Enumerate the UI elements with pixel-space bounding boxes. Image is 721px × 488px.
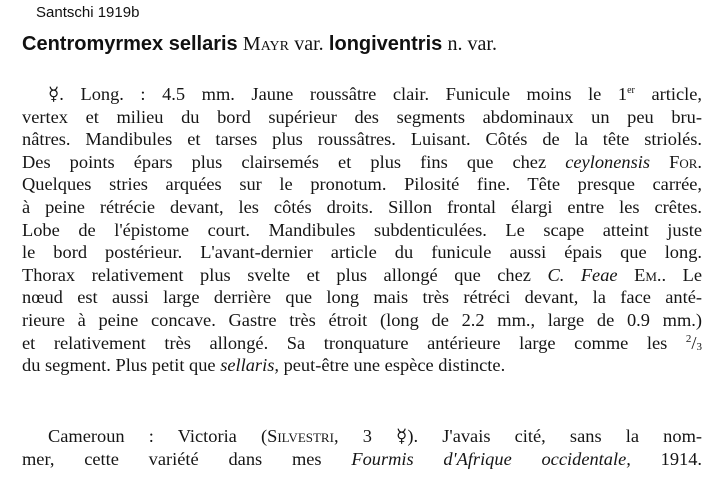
line-text: et relativement très allongé. Sa tronquature antérieure large comme les [22, 332, 686, 353]
description-line [22, 354, 702, 377]
species-reference: C. Feae [547, 264, 618, 285]
line-text [650, 152, 669, 172]
line-text: Cameroun : Victoria ( [48, 426, 268, 446]
fraction-denominator: 3 [696, 340, 702, 353]
taxon-variety-name: longiventris [328, 33, 443, 55]
taxon-title [22, 30, 497, 57]
line-text: du segment. Plus petit que [22, 355, 221, 376]
line-text: Des points épars plus clairsemés et plus fins que chez [22, 151, 566, 172]
description-line: vertex et milieu du bord supérieur des segments abdominaux un peu bru- [22, 106, 702, 127]
description-line: Quelques stries arquées sur le pronotum. Pilosité fine. Tête presque carrée, [22, 174, 702, 195]
worker-symbol: ☿ [396, 426, 408, 446]
source-label: Santschi 1919b [36, 4, 140, 21]
description-line [22, 264, 702, 287]
description-paragraph [22, 83, 702, 377]
taxon-author: Mayr [242, 33, 289, 55]
description-line: le bord postérieur. L'avant-dernier article du funicule aussi épais que long. [22, 242, 702, 263]
taxon-status: n. var. [447, 33, 497, 55]
taxon-rank-label: var. [294, 33, 324, 55]
line-text: . Long. : 4.5 mm. Jaune roussâtre clair. Funicule moins le 1 [59, 84, 628, 104]
taxon-species-name: Centromyrmex sellaris [22, 33, 238, 55]
fraction-slash: / [691, 332, 697, 353]
line-text: ). J'avais cité, sans la nom- [407, 426, 702, 446]
locality-line [22, 425, 702, 448]
description-line: rieure à peine concave. Gastre très étroit (long de 2.2 mm., large de 0.9 mm.) [22, 309, 702, 330]
description-line: à peine rétrécie devant, les côtés droits. Sillon frontal élargi entre les crêtes. [22, 196, 702, 217]
author-reference: For. [669, 151, 702, 172]
locality-paragraph [22, 425, 702, 471]
ordinal-superscript: er [627, 85, 635, 96]
description-line: nœud est aussi large derrière que long mais très rétréci devant, la face anté- [22, 287, 702, 308]
line-text: mer, cette variété dans mes [22, 449, 352, 469]
worker-symbol: ☿ [48, 84, 60, 104]
line-text [618, 265, 635, 285]
line-text: peut-être une espèce distincte. [278, 355, 506, 376]
species-reference: sellaris, [220, 355, 279, 376]
line-text: . Le [661, 264, 703, 285]
cited-work: Fourmis d'Afrique occidentale, [351, 449, 631, 469]
author-reference: Em. [634, 264, 662, 285]
description-line [22, 332, 702, 355]
species-reference: ceylonensis [565, 151, 651, 172]
description-line [22, 83, 702, 106]
citation-year: 1914. [630, 449, 702, 469]
locality-line [22, 448, 702, 471]
fraction-numerator: 2 [685, 332, 692, 345]
description-line [22, 151, 702, 174]
line-text: Thorax relativement plus svelte et plus allongé que chez [22, 264, 548, 285]
description-line: Lobe de l'épistome court. Mandibules subdenticulées. Le scape atteint juste [22, 219, 702, 240]
description-line: nâtres. Mandibules et tarses plus roussâtres. Luisant. Côtés de la tête striolés. [22, 129, 702, 150]
collector-name: Silvestri [267, 426, 334, 446]
specimen-count: , 3 [333, 426, 397, 446]
line-text: article, [634, 84, 702, 104]
